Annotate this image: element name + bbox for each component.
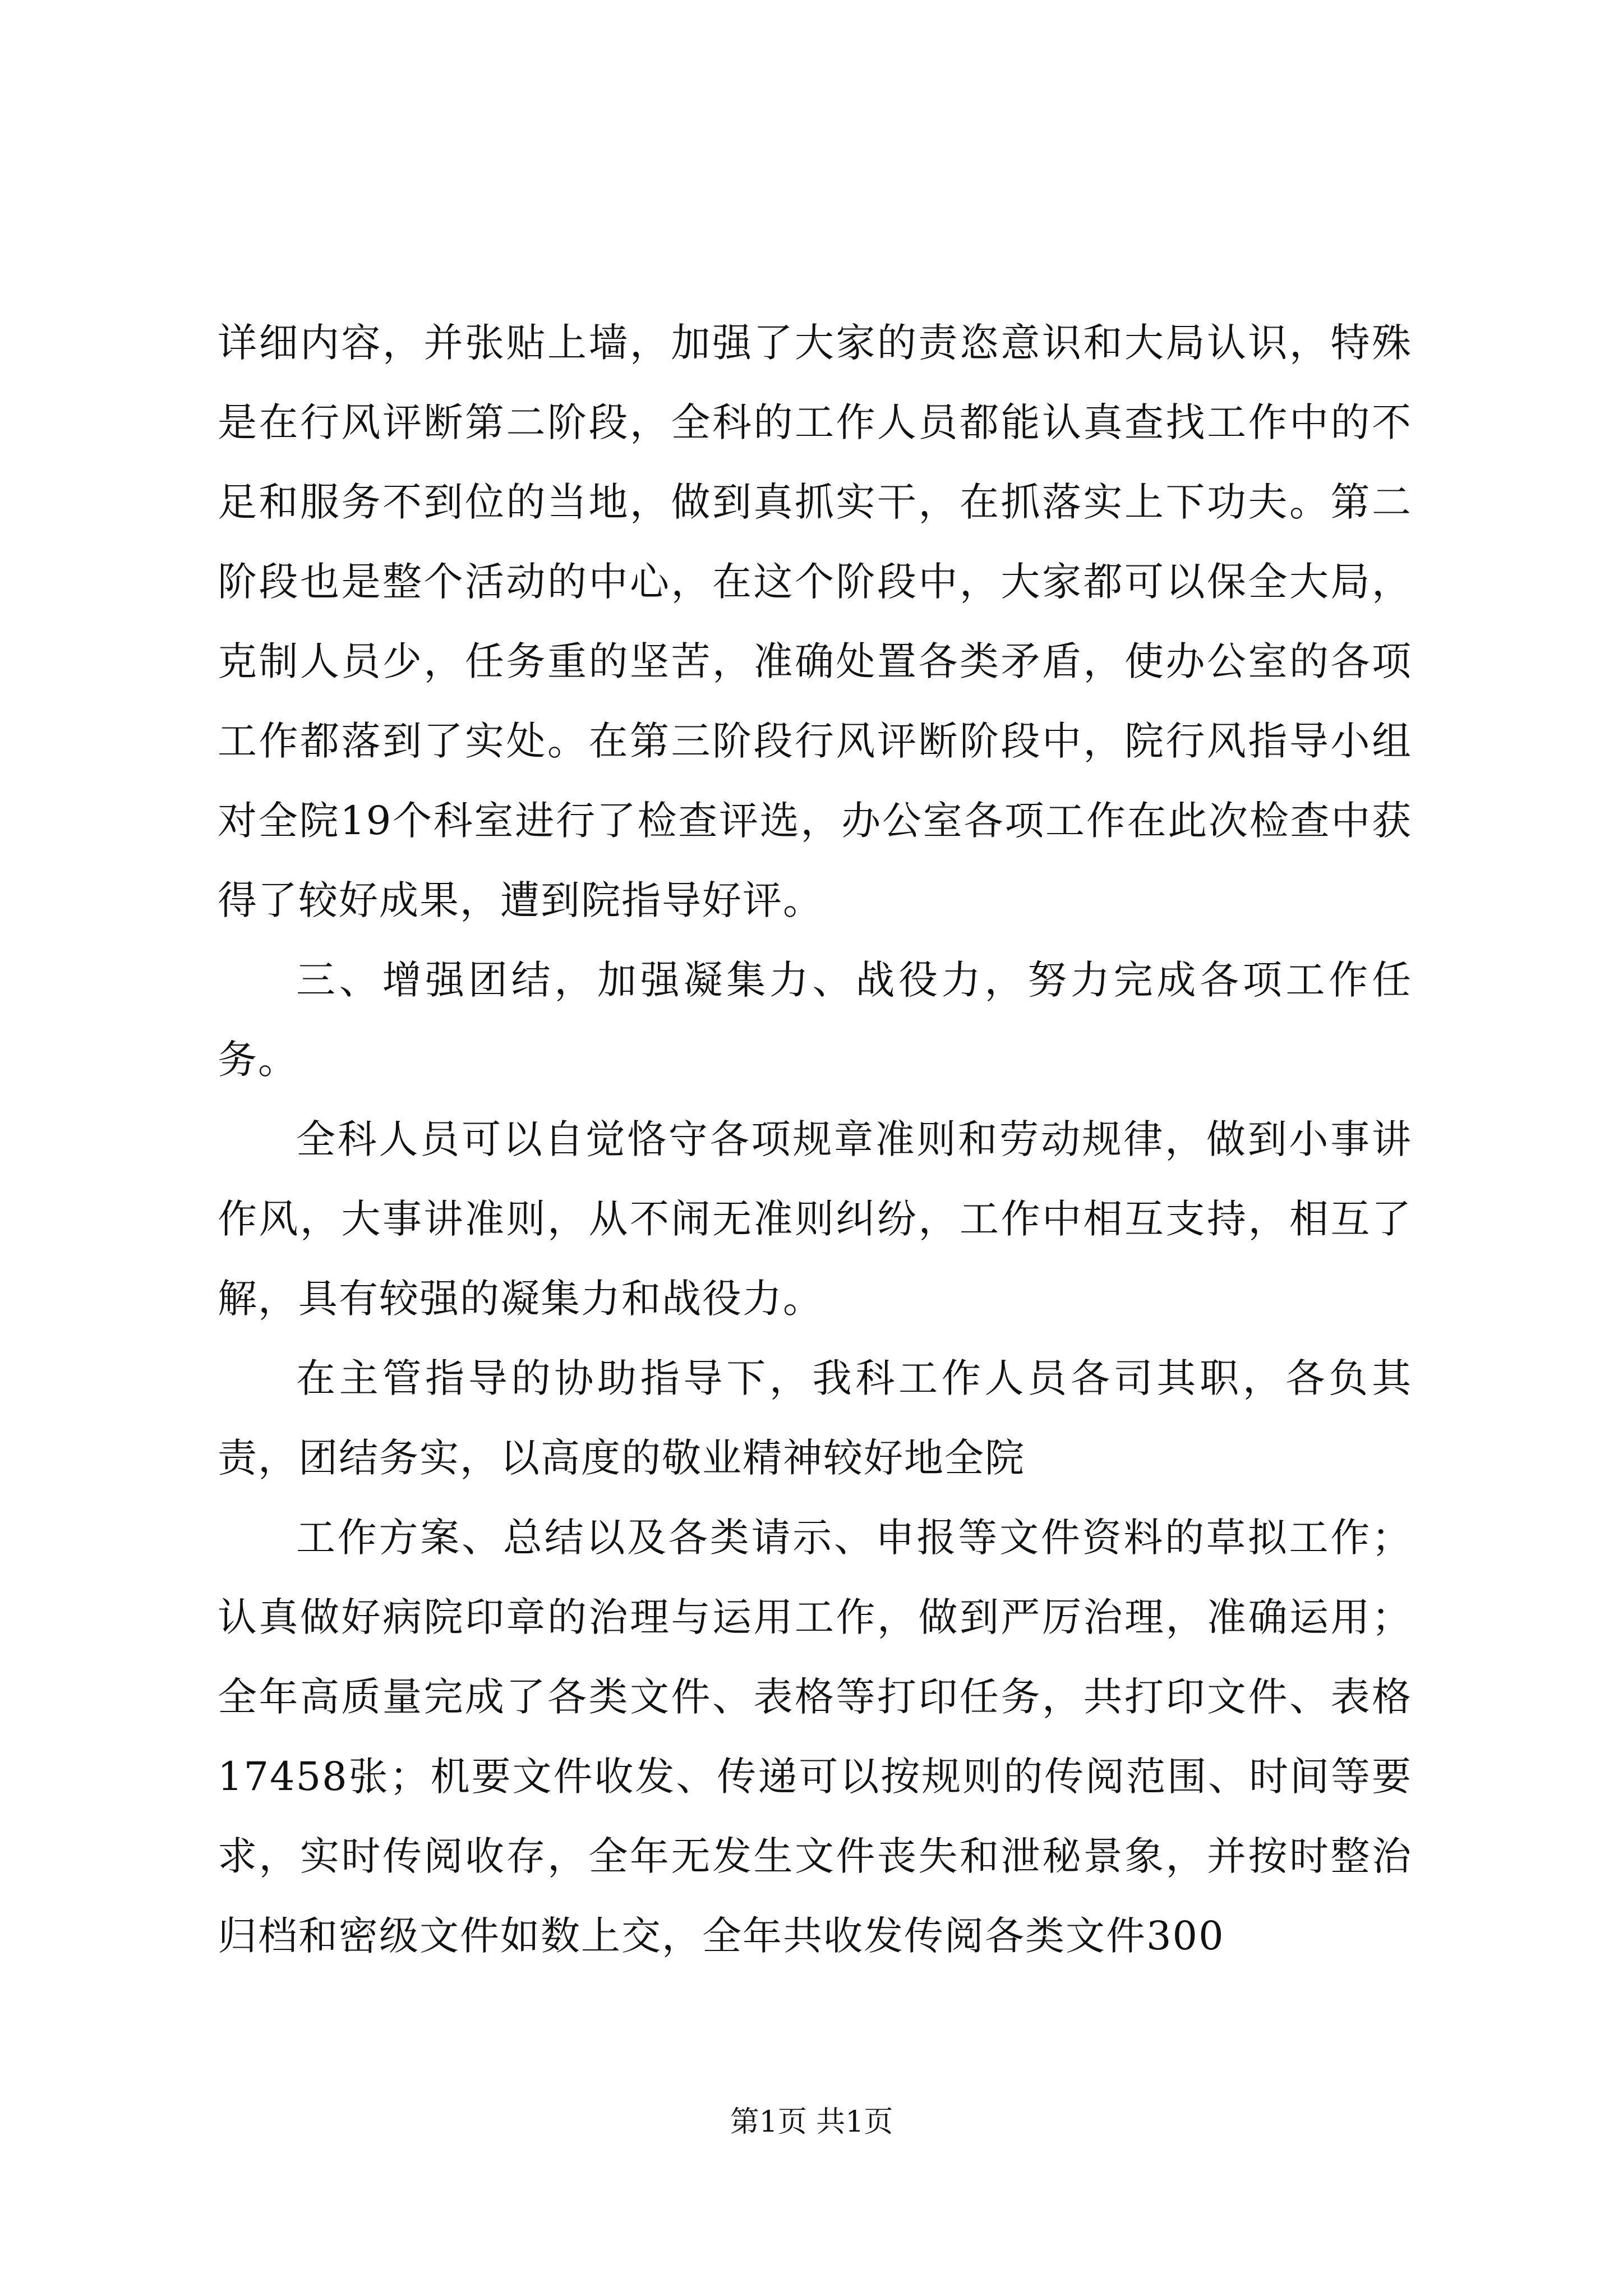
paragraph-2-section-heading: 三、增强团结，加强凝集力、战役力，努力完成各项工作任务。 — [218, 957, 1412, 1083]
paragraph-4: 在主管指导的协助指导下，我科工作人员各司其职，各负其责，团结务实，以高度的敬业精神较好地全院 — [218, 1355, 1412, 1481]
paragraph-5: 工作方案、总结以及各类请示、申报等文件资料的草拟工作；认真做好病院印章的治理与运用工作，做到严厉治理，准确运用；全年高质量完成了各类文件、表格等打印任务，共打印文件、表格17458张；机要文件收发、传递可以按规则的传阅范围、时间等要求，实时传阅收存，全年无发生文件丧失和泄秘景象，并按时整治归档和密级文件如数上交，全年共收发传阅各类文件300 — [218, 1515, 1412, 1959]
page-number-footer: 第1页 共1页 — [730, 2105, 893, 2139]
document-body — [218, 303, 1412, 1976]
paragraph-1: 详细内容，并张贴上墙，加强了大家的责恣意识和大局认识，特殊是在行风评断第二阶段，全科的工作人员都能认真查找工作中的不足和服务不到位的当地，做到真抓实干，在抓落实上下功夫。第二阶段也是整个活动的中心，在这个阶段中，大家都可以保全大局，克制人员少，任务重的坚苦，准确处置各类矛盾，使办公室的各项工作都落到了实处。在第三阶段行风评断阶段中，院行风指导小组对全院19个科室进行了检查评选，办公室各项工作在此次检查中获得了较好成果，遭到院指导好评。 — [218, 320, 1412, 923]
paragraph-3: 全科人员可以自觉恪守各项规章准则和劳动规律，做到小事讲作风，大事讲准则，从不闹无准则纠纷，工作中相互支持，相互了解，具有较强的凝集力和战役力。 — [218, 1116, 1412, 1322]
